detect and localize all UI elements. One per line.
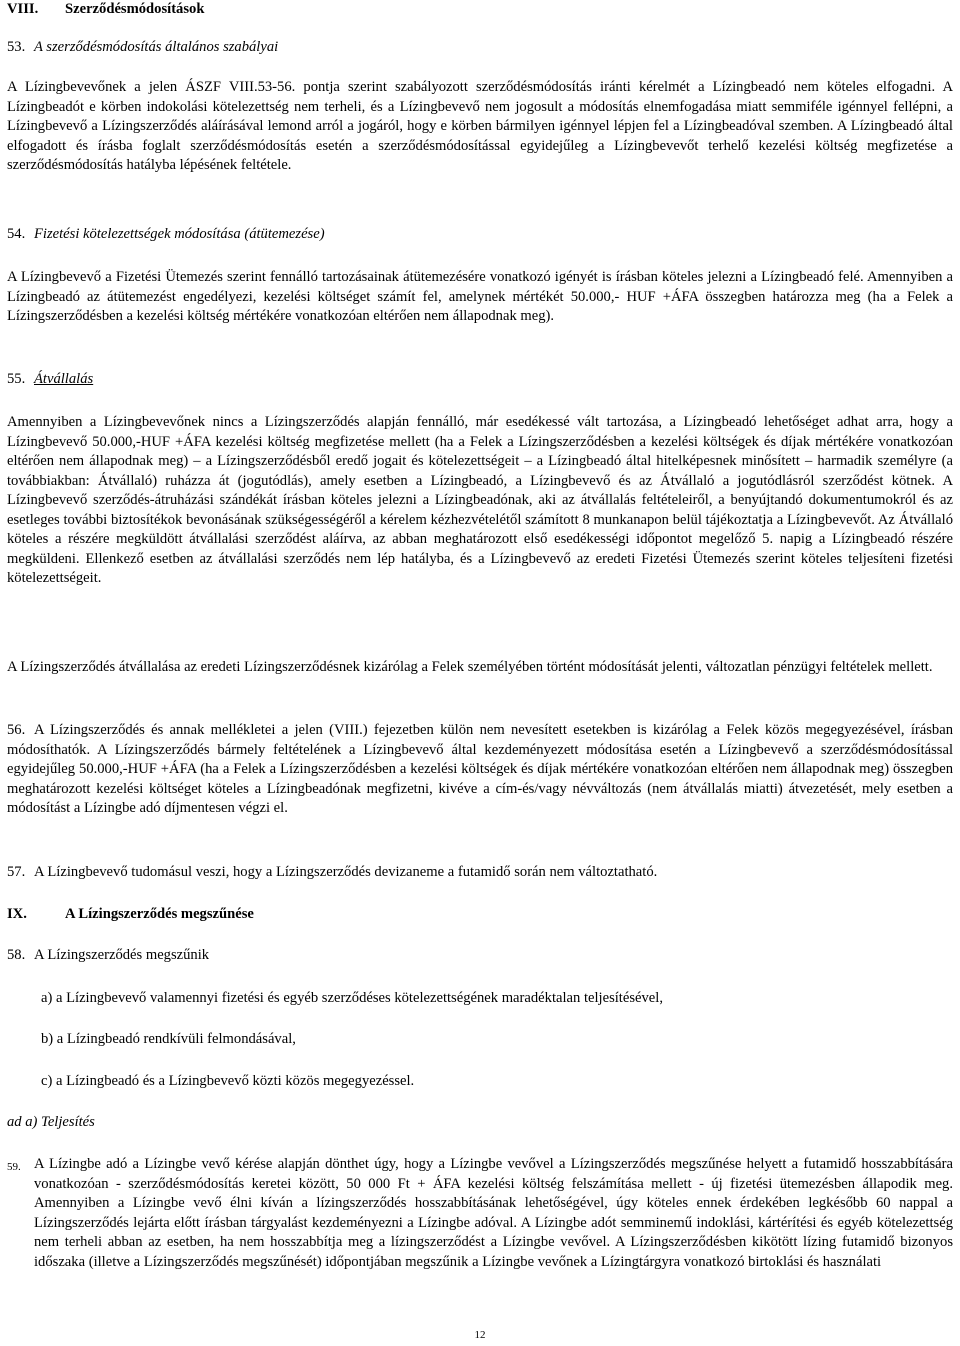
- paragraph-59-text: A Lízingbe adó a Lízingbe vevő kérése alapján dönthet úgy, hogy a Lízingbe vevővel a Lízingszerződés megszűnése helyett a futamidő hosszabbítására vonatkozóan - szerződésmódosítás keretei között, 50 000 Ft + ÁFA kezelési költség felszámítása mellett - új fizetési ütemezésben állapodik meg. Amennyiben a Lízingbe vevő élni kíván a lízingszerződés hosszabbításának lehetőségével, úgy köteles ennek érdekében legkésőbb 60 nappal a Lízingszerződés lejárta előtt írásban tárgyalást kezdeményezni a Lízingbe adóval. A Lízingbe adót semminemű indoklási, kártérítési és egyéb kötelezettség nem terheli abban az esetben, ha nem hosszabbítja meg a lízingszerződést a Lízingbe vevővel. A Lízingszerződésben kikötött lízing futamidő bizonyos időszaka (illetve a Lízingszerződés megszűnését) időpontjában megszűnik a Lízingbe vevőnek a Lízingtárgyra vonatkozó birtoklási és használati: [34, 1156, 953, 1270]
- page-number: 12: [474, 1329, 486, 1341]
- subheading-ad-a: ad a) Teljesítés: [7, 1114, 95, 1130]
- paragraph-number: 57.: [7, 864, 26, 880]
- paragraph-57: [7, 863, 953, 883]
- paragraph-58-text: A Lízingszerződés megszűnik: [34, 947, 210, 963]
- paragraph-55-text-2: A Lízingszerződés átvállalása az eredeti Lízingszerződésnek kizárólag a Felek személyében történt módosítását jelenti, változatlan pénzügyi feltételek mellett.: [7, 659, 933, 675]
- section-number: VIII.: [7, 1, 39, 17]
- paragraph-number: 54.: [7, 226, 26, 242]
- subsection-title: A szerződésmódosítás általános szabályai: [34, 39, 279, 55]
- section-title: A Lízingszerződés megszűnése: [65, 906, 254, 922]
- list-item: a) a Lízingbevevő valamennyi fizetési és egyéb szerződéses kötelezettségének maradéktalan teljesítésével,: [41, 990, 663, 1006]
- paragraph-number: 59.: [7, 1161, 21, 1173]
- paragraph-56: [7, 721, 953, 819]
- list-item: c) a Lízingbeadó és a Lízingbevevő közti közös megegyezéssel.: [41, 1073, 415, 1089]
- paragraph-number: 56.: [7, 722, 26, 738]
- section-number: IX.: [7, 906, 27, 922]
- paragraph-58: [7, 946, 953, 966]
- list-item: b) a Lízingbeadó rendkívüli felmondásával,: [41, 1031, 296, 1047]
- paragraph-53-text: A Lízingbevevőnek a jelen ÁSZF VIII.53-56. pontja szerint szabályozott szerződésmódosítás iránti kérelmét a Lízingbeadó nem köteles elfogadni. A Lízingbeadót e körben indokolási kötelezettség nem terheli, és a Lízingbevevő nem jogosult a módosítás elnemfogadása miatt semmiféle igénnyel fellépni, a Lízingbevevő a Lízingszerződés aláírásával lemond arról a jogáról, hogy e körben bármilyen igénnyel lépjen fel a Lízingbeadóval szemben. A Lízingbeadó által elfogadott és írásba foglalt szerződésmódosítás esetén a szerződésmódosítással egyidejűleg a Lízingbevevőt terhelő kezelési költség megfizetése a szerződésmódosítás hatályba lépésének feltétele.: [7, 79, 953, 173]
- section-title: Szerződésmódosítások: [65, 1, 205, 17]
- section-heading-viii: [7, 0, 204, 20]
- section-heading-ix: [7, 905, 254, 925]
- paragraph-56-text: A Lízingszerződés és annak mellékletei a jelen (VIII.) fejezetben külön nem nevesített esetekben is kizárólag a Felek közös megegyezésével, írásban módosíthatók. A Lízingszerződés bármely feltételének a Lízingbevevő által kezdeményezett módosítása esetén a Lízingbevevő a szerződésmódosítással egyidejűleg 50.000,-HUF +ÁFA (ha a Felek a Lízingszerződésben a kezelési költségek és díjak mértékére vonatkozóan eltérően nem állapodnak meg) összegben meghatározott kezelési költséget köteles a Lízingbeadónak megfizetni, kivéve a cím-és/vagy névváltozás (nem átvállalás miatti) átvezetését, mely esetben a módosítást a Lízingbe adó díjmentesen végzi el.: [7, 722, 953, 816]
- subsection-title: Fizetési kötelezettségek módosítása (átütemezése): [34, 226, 325, 242]
- subsection-heading-54: [7, 225, 325, 245]
- paragraph-57-text: A Lízingbevevő tudomásul veszi, hogy a Lízingszerződés devizaneme a futamidő során nem változtatható.: [34, 864, 658, 880]
- paragraph-54-text: A Lízingbevevő a Fizetési Ütemezés szerint fennálló tartozásainak átütemezésére vonatkozó igényét is írásban köteles jelezni a Lízingbeadó felé. Amennyiben a Lízingbeadó az átütemezést engedélyezi, kezelési költséget számít fel, amelynek mértékét 50.000,- HUF +ÁFA összegben határozza meg (ha a Felek a Lízingszerződésben a kezelési költség mértékére vonatkozóan eltérően nem állapodnak meg).: [7, 269, 953, 324]
- subsection-heading-53: [7, 38, 278, 58]
- subsection-title: Átvállalás: [34, 371, 94, 387]
- subsection-heading-55: [7, 370, 93, 390]
- paragraph-number: 53.: [7, 39, 26, 55]
- paragraph-55-text-1: Amennyiben a Lízingbevevőnek nincs a Lízingszerződés alapján fennálló, már esedékessé vált tartozása, a Lízingbeadó lehetőséget adhat arra, hogy a Lízingbevevő 50.000,-HUF +ÁFA kezelési költség megfizetése mellett (ha a Felek a Lízingszerződésben a kezelési költségek és díjak mértékére vonatkozóan eltérően nem állapodnak meg) – a Lízingszerződésből eredő jogait és kötelezettségeit – a Lízingbeadó által hitelképesnek minősített – harmadik személyre (a továbbiakban: Átvállaló) ruházza át (jogutódlás), amely esetben a Lízingbeadó, a Lízingbevevő és az Átvállaló a jogutódlásról szerződést kötnek. A Lízingbevevő szerződés-átruházási szándékát írásban köteles jelezni a Lízingbeadónak, aki az átvállalás feltételeiről, a benyújtandó dokumentumokról és az esetleges további biztosítékok bevonásának szükségességéről a kérelem kézhezvételétől számított 8 munkanapon belül tájékoztatja a Lízingbevevőt. Az Átvállaló köteles a részére megküldött átvállalási szerződést aláírva, az abban meghatározott első esedékességi időpontot megelőző 5. napig a Lízingbeadó részére megküldeni. Ellenkező esetben az átvállalási szerződés nem lép hatályba, és a Lízingbevevő az eredeti Fizetési Ütemezés szerint köteles teljesíteni fizetési kötelezettségeit.: [7, 414, 953, 586]
- paragraph-number: 58.: [7, 947, 26, 963]
- paragraph-number: 55.: [7, 371, 26, 387]
